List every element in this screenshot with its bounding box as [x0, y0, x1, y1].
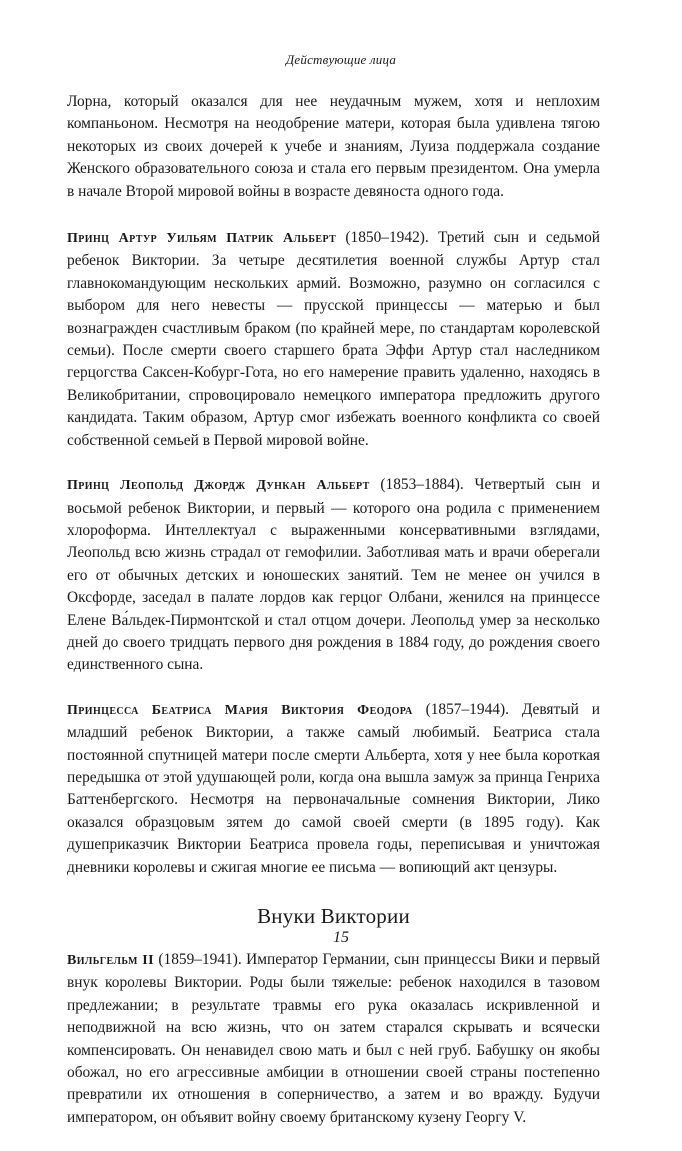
person-name: Принц Леопольд Джордж Дункан Альберт — [67, 478, 370, 494]
page-body — [67, 91, 600, 1151]
paragraph-text: (1853–1884). Четвертый сын и восьмой ребенок Виктории, и первый — которого она родила с применением хлороформа. Интеллектуал с выраженными консервативными взглядами, Леопольд всю жизнь страдал от гемофилии. Заботливая мать и врачи оберегали его от обычных детских и юношеских занятий. Тем не менее он учился в Оксфорде, заседал в палате лордов как герцог Олбани, женился на принцессе Елене Ва́льдек-Пирмонтской и стал отцом дочери. Леопольд умер за несколько дней до своего тридцать первого дня рождения в 1884 году, до рождения своего единственного сына. — [67, 476, 600, 674]
person-name: Принц Артур Уильям Патрик Альберт — [67, 231, 337, 247]
paragraph-text: (1857–1944). Девятый и младший ребенок Виктории, а также самый любимый. Беатриса стала постоянной спутницей матери после смерти Альберта, хотя у нее была короткая передышка от этой удушающей роли, когда она вышла замуж за принца Генриха Баттенбергского. Несмотря на первоначальные сомнения Виктории, Лико оказался образцовым зятем до самой своей смерти (в 1895 году). Как душеприказчик Виктории Беатриса провела годы, переписывая и уничтожая дневники королевы и сжигая многие ее письма — вопиющий акт цензуры. — [67, 700, 600, 876]
person-name: Вильгельм II — [67, 953, 154, 968]
running-header: Действующие лица — [285, 52, 397, 67]
paragraph-wilhelm — [67, 949, 600, 1129]
paragraph-leopold — [67, 474, 600, 677]
paragraph-arthur — [67, 227, 600, 452]
paragraph-louise-continued — [67, 91, 600, 203]
paragraph-text: Лорна, который оказался для нее неудачным мужем, хотя и неплохим компаньоном. Несмотря на неодобрение матери, которая была удивлена тягою некоторых из своих дочерей к учебе и знаниям, Луиза поддержала создание Женского образовательного союза и стала его первым президентом. Она умерла в начале Второй мировой войны в возрасте девяноста одного года. — [67, 93, 600, 200]
paragraph-text: (1859–1941). Император Германии, сын принцессы Вики и первый внук королевы Виктории. Роды были тяжелые: ребенок находился в тазовом предлежании; в результате травмы его рука оказалась искривленной и неподвижной на всю жизнь, что он затем старался скрывать и всячески компенсировать. Он ненавидел свою мать и был с ней груб. Бабушку он якобы обожал, но его агрессивные амбиции в отношении своей страны постепенно превратили их отношения в соперничество, а затем и во вражду. Будучи императором, он объявит войну своему британскому кузену Георгу V. — [67, 951, 600, 1126]
section-heading: Внуки Виктории — [257, 904, 410, 928]
paragraph-text: (1850–1942). Третий сын и седьмой ребенок Виктории. За четыре десятилетия военной службы Артур стал главнокомандующим нескольких армий. Возможно, разумно он согласился с выбором для него невесты — прусской принцессы — матерью и был вознагражден счастливым браком (по крайней мере, по стандартам королевской семьи). После смерти своего старшего брата Эффи Артур стал наследником герцогства Саксен-Кобург-Гота, но его намерение править удаленно, находясь в Великобритании, спровоцировало немецкого императора предложить другого кандидата. Таким образом, Артур смог избежать военного конфликта со своей собственной семьей в Первой мировой войне. — [67, 229, 600, 449]
page-number: 15 — [333, 929, 349, 946]
person-name: Принцесса Беатриса Мария Виктория Феодора — [67, 702, 413, 718]
paragraph-beatrice — [67, 699, 600, 879]
